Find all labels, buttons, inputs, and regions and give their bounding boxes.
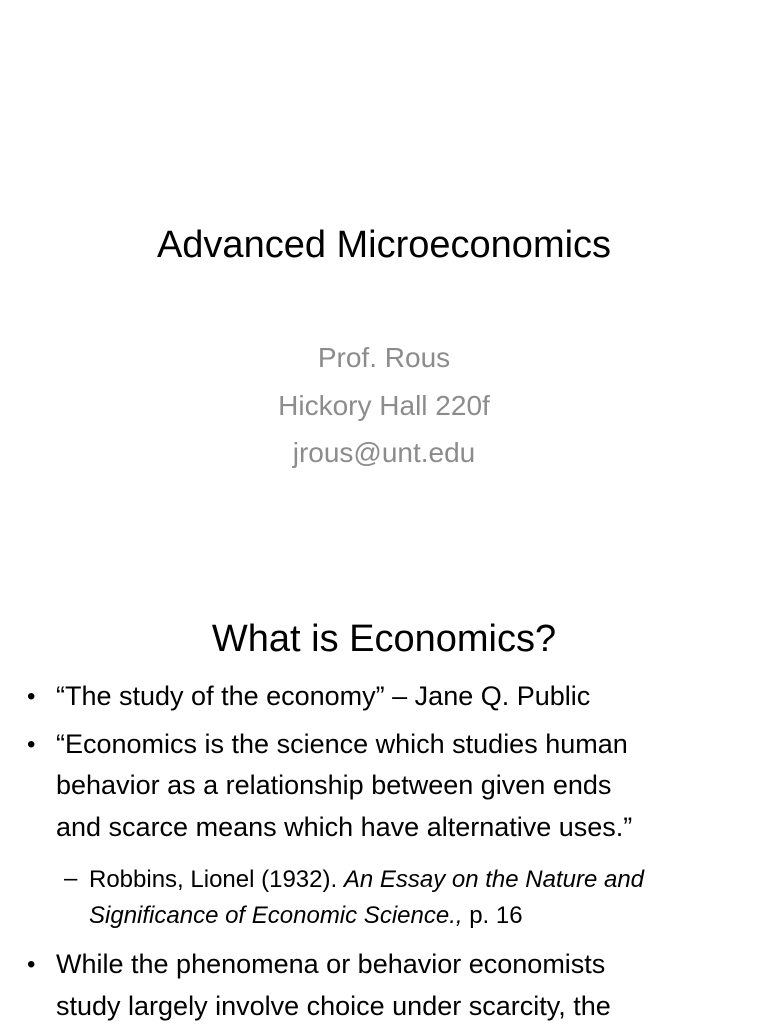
bullet-icon: • (27, 683, 36, 710)
email-address: jrous@unt.edu (292, 437, 476, 468)
bullet-text: study largely involve choice under scarcity, the (56, 990, 611, 1021)
citation (0, 862, 768, 934)
bullet-icon: • (27, 951, 36, 978)
bullet-list (0, 676, 768, 1024)
citation-line-1 (89, 862, 728, 898)
slide1-subtitle (0, 334, 768, 477)
bullet-text: “The study of the economy” – Jane Q. Public (56, 681, 591, 711)
citation-line-2 (89, 898, 728, 934)
office-location: Hickory Hall 220f (278, 389, 490, 421)
instructor-name: Prof. Rous (317, 342, 451, 373)
citation-title-part-2: Significance of Economic Science., (89, 902, 463, 929)
bullet-item (0, 676, 768, 718)
bullet-text: and scarce means which have alternative uses.” (56, 811, 633, 842)
citation-title-part-1: An Essay on the Nature and (343, 866, 645, 893)
bullet-icon: • (27, 730, 36, 758)
slide2-title: What is Economics? (211, 618, 557, 660)
slide1-title: Advanced Microeconomics (156, 224, 612, 266)
bullet-item (0, 724, 768, 849)
dash-icon: – (64, 865, 78, 892)
citation-author: Robbins, Lionel (1932). (89, 866, 344, 893)
bullet-text: “Economics is the science which studies human (56, 728, 628, 759)
bullet-text: behavior as a relationship between given ends (56, 770, 612, 800)
bullet-text: While the phenomena or behavior economists (56, 949, 606, 979)
citation-page: p. 16 (462, 902, 523, 929)
bullet-item (0, 944, 768, 1024)
